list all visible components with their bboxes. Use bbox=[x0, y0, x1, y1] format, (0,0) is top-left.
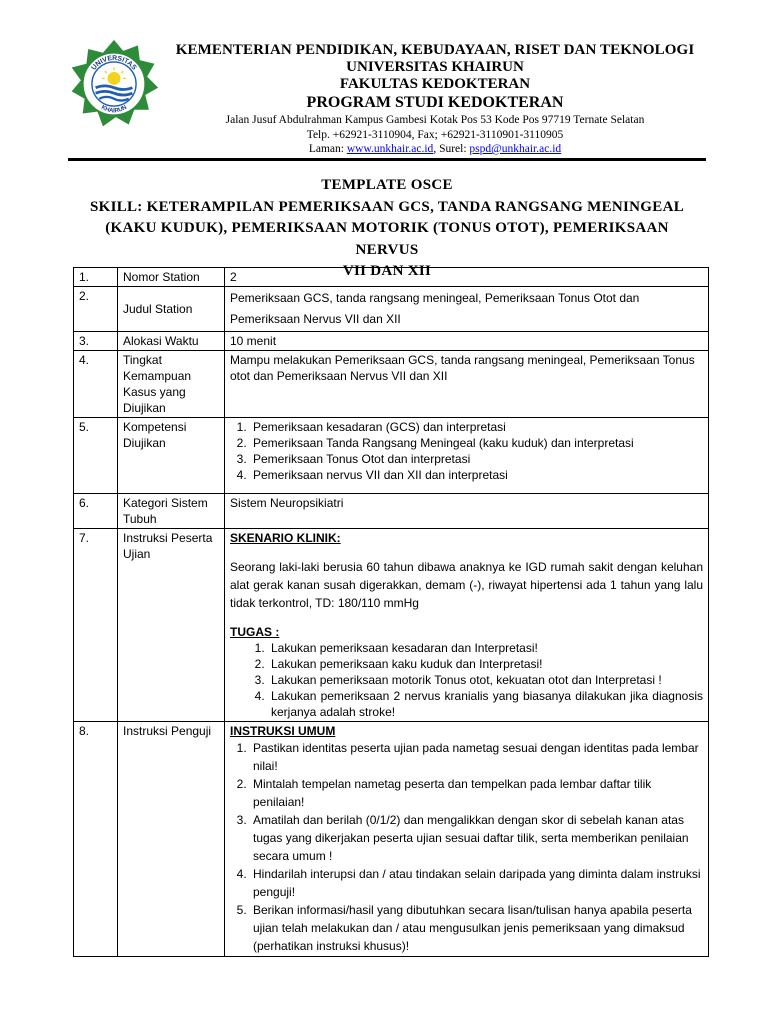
tasks-heading: TUGAS : bbox=[230, 625, 280, 639]
logo-bottom-text: KHAIRUN bbox=[100, 104, 128, 115]
osce-table bbox=[73, 267, 709, 957]
faculty-name: FAKULTAS KEDOKTERAN bbox=[339, 76, 531, 92]
competency-list bbox=[230, 419, 703, 483]
list-item: 1. Lakukan pemeriksaan kesadaran dan Interpretasi! bbox=[268, 640, 703, 656]
row-label: Alokasi Waktu bbox=[118, 332, 225, 351]
title-line-1: TEMPLATE OSCE bbox=[321, 177, 453, 193]
list-item: 2. Mintalah tempelan nametag peserta dan tempelkan pada lembar daftar tilik penilaian! bbox=[250, 775, 703, 811]
list-item: 4. Lakukan pemeriksaan 2 nervus kranialis yang biasanya dilakukan jika diagnosis kerjanya adalah stroke! bbox=[268, 688, 703, 720]
row-value: Sistem Neuropsikiatri bbox=[225, 494, 709, 529]
table-row bbox=[74, 529, 709, 722]
row-value: Pemeriksaan GCS, tanda rangsang meningeal, Pemeriksaan Tonus Otot dan Pemeriksaan Nervus VII dan XII bbox=[225, 287, 709, 332]
row-label: Tingkat Kemampuan Kasus yang Diujikan bbox=[118, 351, 225, 418]
table-row bbox=[74, 332, 709, 351]
email-link[interactable]: pspd@unkhair.ac.id bbox=[469, 143, 562, 155]
row-label: Instruksi Peserta Ujian bbox=[118, 529, 225, 722]
table-row bbox=[74, 351, 709, 418]
row-value bbox=[225, 529, 709, 722]
web-prefix: Laman: bbox=[308, 143, 347, 155]
table-row bbox=[74, 268, 709, 287]
letterhead bbox=[165, 42, 705, 157]
list-item: 3. Lakukan pemeriksaan motorik Tonus otot, kekuatan otot dan Interpretasi ! bbox=[268, 672, 703, 688]
logo-top-text: UNIVERSITAS bbox=[90, 55, 138, 72]
title-line-4: VII DAN XII bbox=[342, 263, 432, 279]
phone-line: Telp. +62921-3110904, Fax; +62921-3110901-3110905 bbox=[306, 128, 564, 141]
title-line-2: SKILL: KETERAMPILAN PEMERIKSAAN GCS, TANDA RANGSANG MENINGEAL bbox=[89, 198, 685, 215]
row-value: 10 menit bbox=[225, 332, 709, 351]
list-item: 1. Pastikan identitas peserta ujian pada nametag sesuai dengan identitas pada lembar nilai! bbox=[250, 739, 703, 775]
row-number: 7. bbox=[74, 529, 118, 722]
table-row bbox=[74, 418, 709, 494]
row-label: Kategori Sistem Tubuh bbox=[118, 494, 225, 529]
mail-prefix: , Surel: bbox=[433, 143, 470, 155]
row-label: Nomor Station bbox=[118, 268, 225, 287]
list-item: 2. Pemeriksaan Tanda Rangsang Meningeal (kaku kuduk) dan interpretasi bbox=[250, 435, 703, 451]
website-link[interactable]: www.unkhair.ac.id bbox=[346, 143, 434, 155]
examiner-instruction-list bbox=[230, 739, 703, 955]
row-number: 5. bbox=[74, 418, 118, 494]
university-name: UNIVERSITAS KHAIRUN bbox=[346, 59, 524, 75]
contact-line bbox=[165, 142, 705, 157]
program-name: PROGRAM STUDI KEDOKTERAN bbox=[306, 94, 564, 111]
table-row bbox=[74, 494, 709, 529]
university-logo bbox=[68, 38, 160, 130]
row-number: 2. bbox=[74, 287, 118, 332]
list-item: 5. Berikan informasi/hasil yang dibutuhkan secara lisan/tulisan hanya apabila peserta ujian telah melakukan dan / atau mengusulkan jenis pemeriksaan yang dimaksud (perhatikan instruksi khusus)! bbox=[250, 901, 703, 955]
list-item: 3. Amatilah dan berilah (0/1/2) dan mengalikkan dengan skor di sebelah kanan atas tugas yang dikerjakan peserta ujian sesuai daftar tilik, serta memberikan penilaian secara umum ! bbox=[250, 811, 703, 865]
row-value bbox=[225, 418, 709, 494]
row-number: 6. bbox=[74, 494, 118, 529]
list-item: 3. Pemeriksaan Tonus Otot dan interpretasi bbox=[250, 451, 703, 467]
list-item: 1. Pemeriksaan kesadaran (GCS) dan interpretasi bbox=[250, 419, 703, 435]
row-label: Kompetensi Diujikan bbox=[118, 418, 225, 494]
row-label: Instruksi Penguji bbox=[118, 722, 225, 957]
table-row bbox=[74, 722, 709, 957]
title-line-3: (KAKU KUDUK), PEMERIKSAAN MOTORIK (TONUS OTOT), PEMERIKSAAN NERVUS bbox=[105, 220, 669, 258]
row-number: 3. bbox=[74, 332, 118, 351]
scenario-heading: SKENARIO KLINIK: bbox=[230, 531, 341, 545]
row-number: 4. bbox=[74, 351, 118, 418]
row-label-text: Judul Station bbox=[123, 302, 193, 316]
list-item: 2. Lakukan pemeriksaan kaku kuduk dan Interpretasi! bbox=[268, 656, 703, 672]
header-divider bbox=[68, 158, 706, 161]
list-item: 4. Pemeriksaan nervus VII dan XII dan interpretasi bbox=[250, 467, 703, 483]
table-row bbox=[74, 287, 709, 332]
ministry-name: KEMENTERIAN PENDIDIKAN, KEBUDAYAAN, RISET DAN TEKNOLOGI bbox=[175, 42, 695, 58]
scenario-text: Seorang laki-laki berusia 60 tahun dibawa anaknya ke IGD rumah sakit dengan keluhan alat gerak kanan susah digerakkan, demam (-), riwayat hipertensi ada 1 tahun yang lalu tidak terkontrol, TD: 180/110 mmHg bbox=[230, 560, 703, 610]
list-item: 4. Hindarilah interupsi dan / atau tindakan selain daripada yang diminta dalam instruksi penguji! bbox=[250, 865, 703, 901]
row-number: 8. bbox=[74, 722, 118, 957]
row-value: 2 bbox=[225, 268, 709, 287]
row-value: Mampu melakukan Pemeriksaan GCS, tanda rangsang meningeal, Pemeriksaan Tonus otot dan Pemeriksaan Nervus VII dan XII bbox=[225, 351, 709, 418]
address-line: Jalan Jusuf Abdulrahman Kampus Gambesi Kotak Pos 53 Kode Pos 97719 Ternate Selatan bbox=[225, 114, 645, 126]
row-value bbox=[225, 722, 709, 957]
row-number: 1. bbox=[74, 268, 118, 287]
general-instruction-heading: INSTRUKSI UMUM bbox=[230, 724, 336, 738]
row-label bbox=[118, 287, 225, 332]
task-list bbox=[230, 640, 703, 720]
